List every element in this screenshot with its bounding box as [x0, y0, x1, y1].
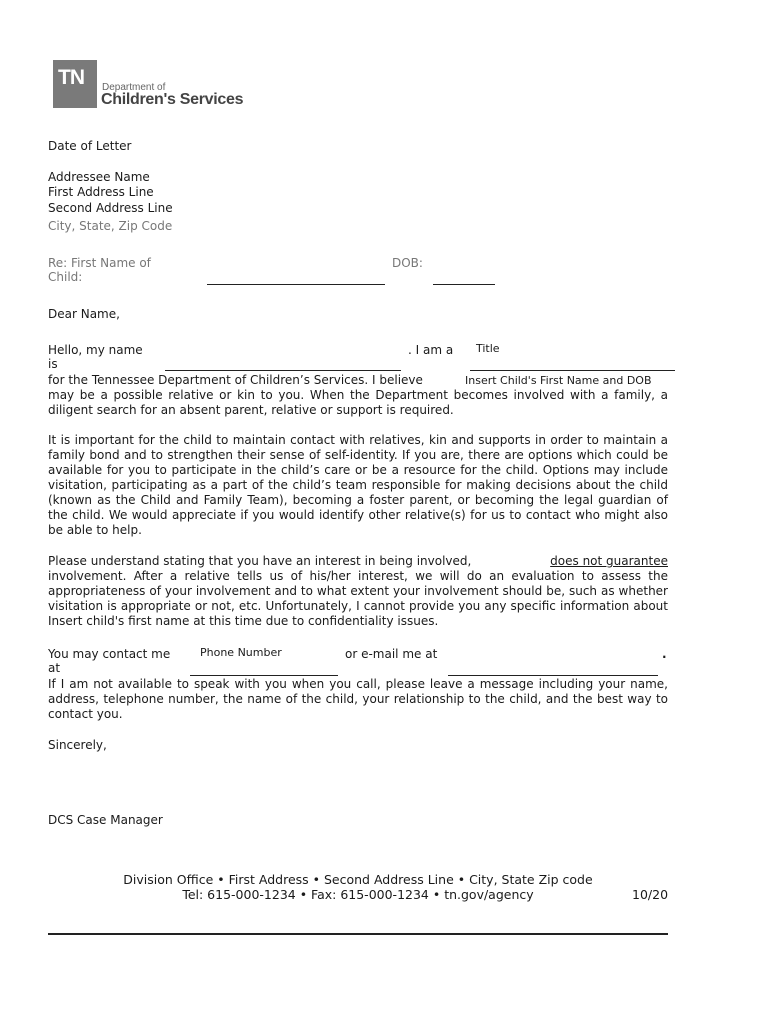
hello-is-text: is	[48, 357, 58, 371]
your-name-field[interactable]	[165, 370, 401, 371]
paragraph-understand: involvement. After a relative tells us of his/her interest, we will do an evaluation to assess the appropriateness of your involvement and to what extent your involvement should be, such as whether visitation is appropriate or not, etc. Unfortunately, I cannot provide you any specific information about Insert child's first name at this time due to confidentiality issues.	[48, 569, 668, 628]
phone-field[interactable]	[190, 675, 338, 676]
contact-text: You may contact me	[48, 647, 171, 661]
logo-dept: Department of	[102, 82, 166, 93]
hello-text: Hello, my name	[48, 343, 143, 357]
logo-name: Children's Services	[101, 91, 244, 108]
phone-field-label: Phone Number	[200, 646, 282, 659]
address-line-2: Second Address Line	[48, 201, 173, 215]
email-field[interactable]	[448, 675, 658, 676]
paragraph-understand-line1	[48, 554, 668, 568]
understand-start: Please understand stating that you have an interest in being involved,	[48, 554, 472, 568]
intro-line-3: for the Tennessee Department of Children’s Services. I believe	[48, 373, 423, 387]
title-field[interactable]	[470, 370, 675, 371]
re-label: Re: First Name of	[48, 256, 151, 270]
closing: Sincerely,	[48, 738, 107, 752]
signature: DCS Case Manager	[48, 813, 163, 827]
dob-label: DOB:	[392, 256, 423, 270]
contact-at-text: at	[48, 661, 61, 675]
intro-paragraph: may be a possible relative or kin to you. When the Department becomes involved with a family, a diligent search for an absent parent, relative or support is required.	[48, 388, 668, 417]
contact-paragraph: If I am not available to speak with you when you call, please leave a message including your name, address, telephone number, the name of the child, your relationship to the child, and the best way to contact you.	[48, 677, 668, 721]
footer-contact: Tel: 615-000-1234 • Fax: 615-000-1234 • tn.gov/agency	[182, 887, 534, 902]
re-child-label: Child:	[48, 270, 83, 284]
logo-mark: TN	[58, 66, 84, 89]
paragraph-importance: It is important for the child to maintain contact with relatives, kin and supports in order to maintain a family bond and to strengthen their sense of self-identity. If you are, there are options which could be available for you to participate in the child’s care or be a resource for the child. Options may include visitation, participating as a part of the child’s team responsible for making decisions about the child (known as the Child and Family Team), becoming a foster parent, or becoming the legal guardian of the child. We would appreciate if you would identify other relative(s) for us to contact who might also be able to help.	[48, 433, 668, 537]
date-of-letter: Date of Letter	[48, 139, 132, 153]
title-field-label: Title	[476, 342, 500, 355]
revision-date: 10/20	[632, 887, 669, 902]
dob-field[interactable]	[433, 284, 495, 285]
footer-address: Division Office • First Address • Second Address Line • City, State Zip code	[123, 872, 593, 887]
address-line-1: First Address Line	[48, 185, 154, 199]
child-info-field[interactable]: Insert Child's First Name and DOB	[465, 374, 652, 387]
or-email-text: or e-mail me at	[345, 647, 438, 661]
does-not-guarantee: does not guarantee	[550, 554, 668, 568]
child-name-field[interactable]	[207, 284, 385, 285]
contact-period: .	[662, 647, 667, 661]
city-state-zip: City, State, Zip Code	[48, 219, 173, 233]
addressee-name: Addressee Name	[48, 170, 150, 184]
i-am-a-text: . I am a	[408, 343, 454, 357]
footer-rule	[48, 933, 668, 935]
salutation: Dear Name,	[48, 307, 120, 321]
